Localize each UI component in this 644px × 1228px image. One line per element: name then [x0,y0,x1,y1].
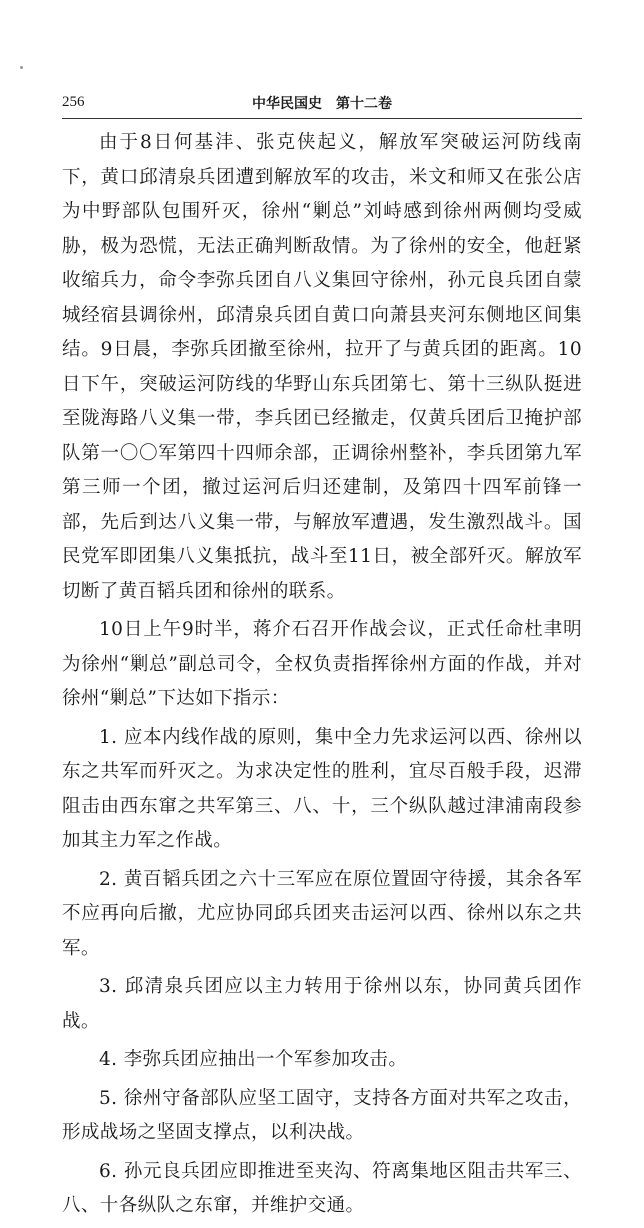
body-text [62,126,582,1228]
directive-item-1: 1. 应本内线作战的原则，集中全力先求运河以西、徐州以东之共军而歼灭之。为求决定性的胜利，宜尽百般手段，迟滞阻击由西东窜之共军第三、八、十，三个纵队越过津浦南段参加其主力军之作战。 [62,726,582,851]
paragraph: 10日上午9时半，蒋介石召开作战会议，正式任命杜聿明为徐州“剿总”副总司令，全权负责指挥徐州方面的作战，并对徐州“剿总”下达如下指示： [62,619,582,709]
directive-item-5: 5. 徐州守备部队应坚工固守，支持各方面对共军之攻击，形成战场之坚固支撑点，以利决战。 [62,1087,582,1143]
directive-item-3: 3. 邱清泉兵团应以主力转用于徐州以东，协同黄兵团作战。 [62,976,582,1032]
page-header [62,92,582,119]
page-number: 256 [62,94,85,110]
directive-item-6: 6. 孙元良兵团应即推进至夹沟、符离集地区阻击共军三、八、十各纵队之东窜，并维护交通。 [62,1160,582,1216]
directive-item-4: 4. 李弥兵团应抽出一个军参加攻击。 [99,1049,408,1070]
scan-speck [20,66,23,69]
directive-item-2: 2. 黄百韬兵团之六十三军应在原位置固守待援，其余各军不应再向后撤，尤应协同邱兵团夹击运河以西、徐州以东之共军。 [62,868,582,959]
running-title: 中华民国史 第十二卷 [252,96,392,112]
paragraph: 由于8日何基沣、张克侠起义，解放军突破运河防线南下，黄口邱清泉兵团遭到解放军的攻击，米文和师又在张公店为中野部队包围歼灭，徐州“剿总”刘峙感到徐州两侧均受威胁，极为恐慌，无法正确判断敌情。为了徐州的安全，他赶紧收缩兵力，命令李弥兵团自八义集回守徐州，孙元良兵团自蒙城经宿县调徐州，邱清泉兵团自黄口向萧县夹河东侧地区间集结。9日晨，李弥兵团撤至徐州，拉开了与黄兵团的距离。10日下午，突破运河防线的华野山东兵团第七、第十三纵队挺进至陇海路八义集一带，李兵团已经撤走，仅黄兵团后卫掩护部队第一〇〇军第四十四师余部，正调徐州整补，李兵团第九军第三师一个团，撤过运河后归还建制，及第四十四军前锋一部，先后到达八义集一带，与解放军遭遇，发生激烈战斗。国民党军即团集八义集抵抗，战斗至11日，被全部歼灭。解放军切断了黄百韬兵团和徐州的联系。 [62,132,582,602]
